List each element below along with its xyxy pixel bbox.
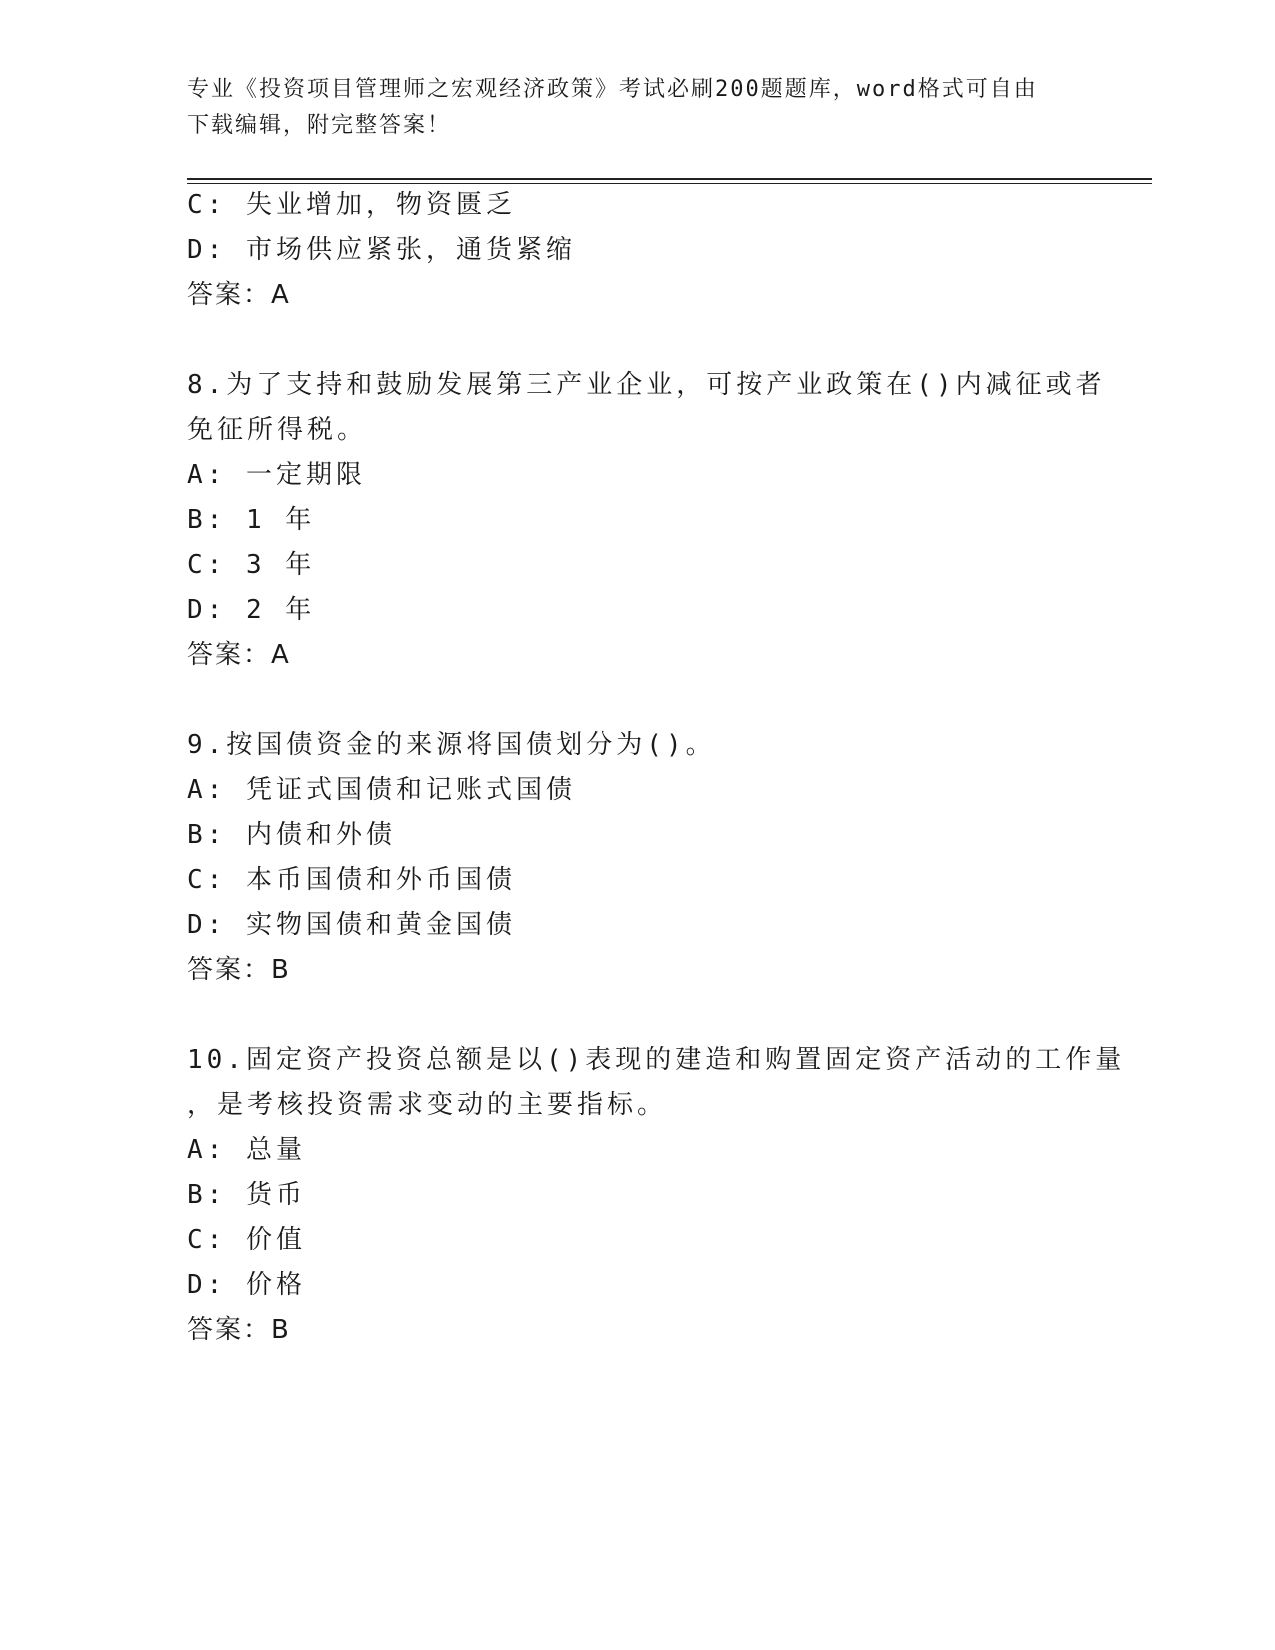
q8-stem-line-2: 免征所得税。 xyxy=(187,415,368,445)
q9-option-c: C: 本币国债和外币国债 xyxy=(187,865,516,895)
header-divider-thin xyxy=(187,183,1152,184)
document-header xyxy=(187,72,1067,144)
q10-option-b: B: 货币 xyxy=(187,1180,306,1210)
q8-stem-line-1: 8.为了支持和鼓励发展第三产业企业，可按产业政策在()内减征或者 xyxy=(187,370,1106,400)
q9-option-d: D: 实物国债和黄金国债 xyxy=(187,910,516,940)
q8-option-c: C: 3 年 xyxy=(187,550,316,580)
q9-option-a: A: 凭证式国债和记账式国债 xyxy=(187,775,576,805)
prev-option-c: C: 失业增加，物资匮乏 xyxy=(187,190,516,220)
q10-option-a: A: 总量 xyxy=(187,1135,306,1165)
q8-option-b: B: 1 年 xyxy=(187,505,316,535)
q8-option-a: A: 一定期限 xyxy=(187,460,366,490)
q8-option-d: D: 2 年 xyxy=(187,595,316,625)
q10-option-d: D: 价格 xyxy=(187,1270,306,1300)
q10-stem-line-2: ，是考核投资需求变动的主要指标。 xyxy=(187,1090,668,1120)
q9-option-b: B: 内债和外债 xyxy=(187,820,396,850)
header-divider-thick xyxy=(187,178,1152,180)
q10-option-c: C: 价值 xyxy=(187,1225,306,1255)
prev-option-d: D: 市场供应紧张，通货紧缩 xyxy=(187,235,576,265)
q8-answer: 答案：A xyxy=(187,640,291,670)
q10-stem-line-1: 10.固定资产投资总额是以()表现的建造和购置固定资产活动的工作量 xyxy=(187,1045,1126,1075)
header-line-1: 专业《投资项目管理师之宏观经济政策》考试必刷200题题库，word格式可自由 xyxy=(187,77,1038,102)
header-line-2: 下载编辑，附完整答案！ xyxy=(187,113,452,138)
q9-answer: 答案：B xyxy=(187,955,291,985)
prev-answer: 答案：A xyxy=(187,280,291,310)
q9-stem-line-1: 9.按国债资金的来源将国债划分为()。 xyxy=(187,730,716,760)
q10-answer: 答案：B xyxy=(187,1315,291,1345)
